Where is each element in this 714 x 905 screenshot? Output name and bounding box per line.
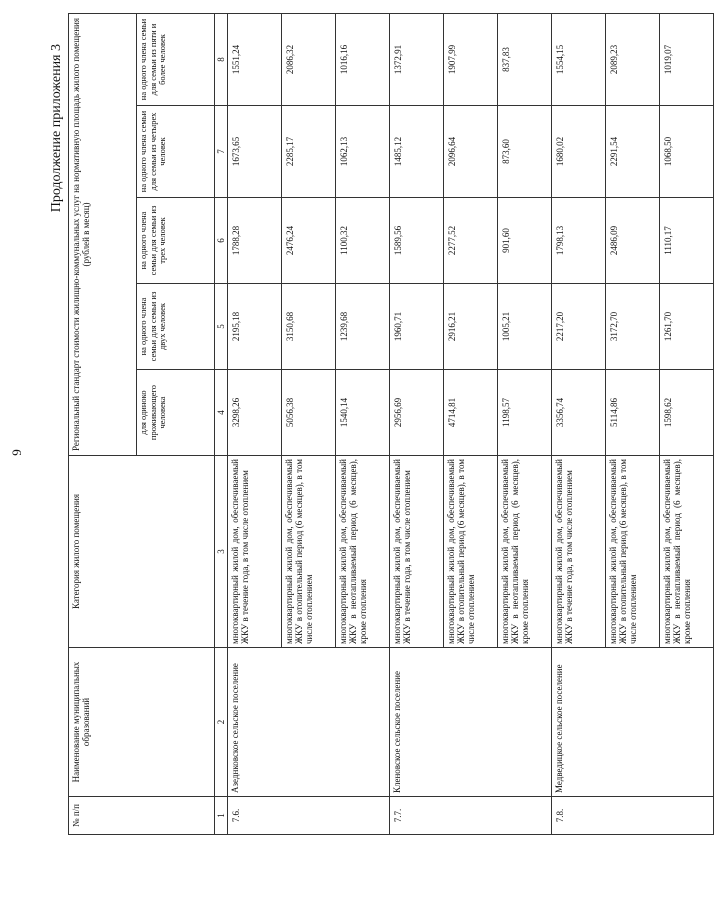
value-cell: 1960,71 [390, 284, 444, 370]
value-cell: 1372,91 [390, 14, 444, 106]
index-cell: 4 [215, 370, 228, 456]
value-cell: 3150,68 [282, 284, 336, 370]
category-cell: многоквартирный жилой дом, обеспечиваемый ЖКУ в неотапливаемый период (6 месяцев), кроме отопления [498, 456, 552, 648]
header-sub-1: для одиноко проживающего человека [137, 370, 215, 456]
value-cell: 1788,28 [228, 198, 282, 284]
value-cell: 1100,32 [336, 198, 390, 284]
header-category: Категория жилого помещения [69, 456, 215, 648]
page-number: 9 [9, 449, 24, 456]
category-cell: многоквартирный жилой дом, обеспечиваемый ЖКУ в отопительный период (6 месяцев), в том числе отоплением [606, 456, 660, 648]
value-cell: 1005,21 [498, 284, 552, 370]
value-cell: 2086,32 [282, 14, 336, 106]
value-cell: 1261,70 [660, 284, 714, 370]
value-cell: 2486,09 [606, 198, 660, 284]
value-cell: 901,60 [498, 198, 552, 284]
header-row-1 [69, 14, 137, 835]
category-cell: многоквартирный жилой дом, обеспечиваемый ЖКУ в течение года, в том числе отоплением [228, 456, 282, 648]
value-cell: 1554,15 [552, 14, 606, 106]
value-cell: 1062,13 [336, 106, 390, 198]
category-cell: многоквартирный жилой дом, обеспечиваемый ЖКУ в неотапливаемый период (6 месяцев), кроме отопления [336, 456, 390, 648]
value-cell: 2476,24 [282, 198, 336, 284]
value-cell: 1798,13 [552, 198, 606, 284]
index-cell: 6 [215, 198, 228, 284]
index-cell: 7 [215, 106, 228, 198]
value-cell: 1239,68 [336, 284, 390, 370]
header-standard: Региональный стандарт стоимости жилищно-коммунальных услуг на нормативную площадь жилого помещения (рублей в месяц) [69, 14, 137, 456]
value-cell: 1680,02 [552, 106, 606, 198]
category-cell: многоквартирный жилой дом, обеспечиваемый ЖКУ в отопительный период (6 месяцев), в том числе отоплением [444, 456, 498, 648]
index-row [215, 14, 228, 835]
municipality-name: Кленовское сельское поселение [390, 648, 552, 797]
index-cell: 5 [215, 284, 228, 370]
index-cell: 8 [215, 14, 228, 106]
value-cell: 1598,62 [660, 370, 714, 456]
municipality-name: Азеднковское сельское поселение [228, 648, 390, 797]
index-cell: 2 [215, 648, 228, 797]
value-cell: 1589,56 [390, 198, 444, 284]
row-number: 7.6. [228, 797, 390, 835]
index-cell: 1 [215, 797, 228, 835]
value-cell: 873,60 [498, 106, 552, 198]
header-sub-3: на одного члена семьи для семьи из трех человек [137, 198, 215, 284]
row-number: 7.7. [390, 797, 552, 835]
table-row [552, 14, 606, 835]
value-cell: 1673,65 [228, 106, 282, 198]
appendix-title: Продолжение приложения 3 [49, 44, 64, 213]
header-sub-2: на одного члена семьи для семьи из двух человек [137, 284, 215, 370]
value-cell: 1198,57 [498, 370, 552, 456]
value-cell: 2291,54 [606, 106, 660, 198]
value-cell: 1907,99 [444, 14, 498, 106]
table-row [228, 14, 282, 835]
value-cell: 2285,17 [282, 106, 336, 198]
value-cell: 4714,81 [444, 370, 498, 456]
value-cell: 1110,17 [660, 198, 714, 284]
table-row [390, 14, 444, 835]
value-cell: 2096,64 [444, 106, 498, 198]
value-cell: 5114,86 [606, 370, 660, 456]
municipality-name: Медведицкое сельское поселение [552, 648, 714, 797]
value-cell: 2089,23 [606, 14, 660, 106]
value-cell: 1068,50 [660, 106, 714, 198]
tariff-table [68, 13, 714, 835]
value-cell: 2277,52 [444, 198, 498, 284]
value-cell: 5056,38 [282, 370, 336, 456]
value-cell: 1019,07 [660, 14, 714, 106]
value-cell: 1551,24 [228, 14, 282, 106]
value-cell: 3172,70 [606, 284, 660, 370]
value-cell: 1485,12 [390, 106, 444, 198]
row-number: 7.8. [552, 797, 714, 835]
index-cell: 3 [215, 456, 228, 648]
header-sub-4: на одного члена семьи для семьи из четырех человек [137, 106, 215, 198]
header-municipality: Наименование муниципальных образований [69, 648, 215, 797]
value-cell: 3356,74 [552, 370, 606, 456]
category-cell: многоквартирный жилой дом, обеспечиваемый ЖКУ в течение года, в том числе отоплением [390, 456, 444, 648]
value-cell: 837,83 [498, 14, 552, 106]
value-cell: 2195,18 [228, 284, 282, 370]
value-cell: 3298,26 [228, 370, 282, 456]
value-cell: 2956,69 [390, 370, 444, 456]
header-sub-5: на одного члена семьи для семьи из пяти и более человек [137, 14, 215, 106]
category-cell: многоквартирный жилой дом, обеспечиваемый ЖКУ в течение года, в том числе отоплением [552, 456, 606, 648]
value-cell: 1540,14 [336, 370, 390, 456]
value-cell: 1016,16 [336, 14, 390, 106]
header-num: № п/п [69, 797, 215, 835]
category-cell: многоквартирный жилой дом, обеспечиваемый ЖКУ в неотапливаемый период (6 месяцев), кроме отопления [660, 456, 714, 648]
value-cell: 2916,21 [444, 284, 498, 370]
value-cell: 2217,20 [552, 284, 606, 370]
category-cell: многоквартирный жилой дом, обеспечиваемый ЖКУ в отопительный период (6 месяцев), в том числе отоплением [282, 456, 336, 648]
